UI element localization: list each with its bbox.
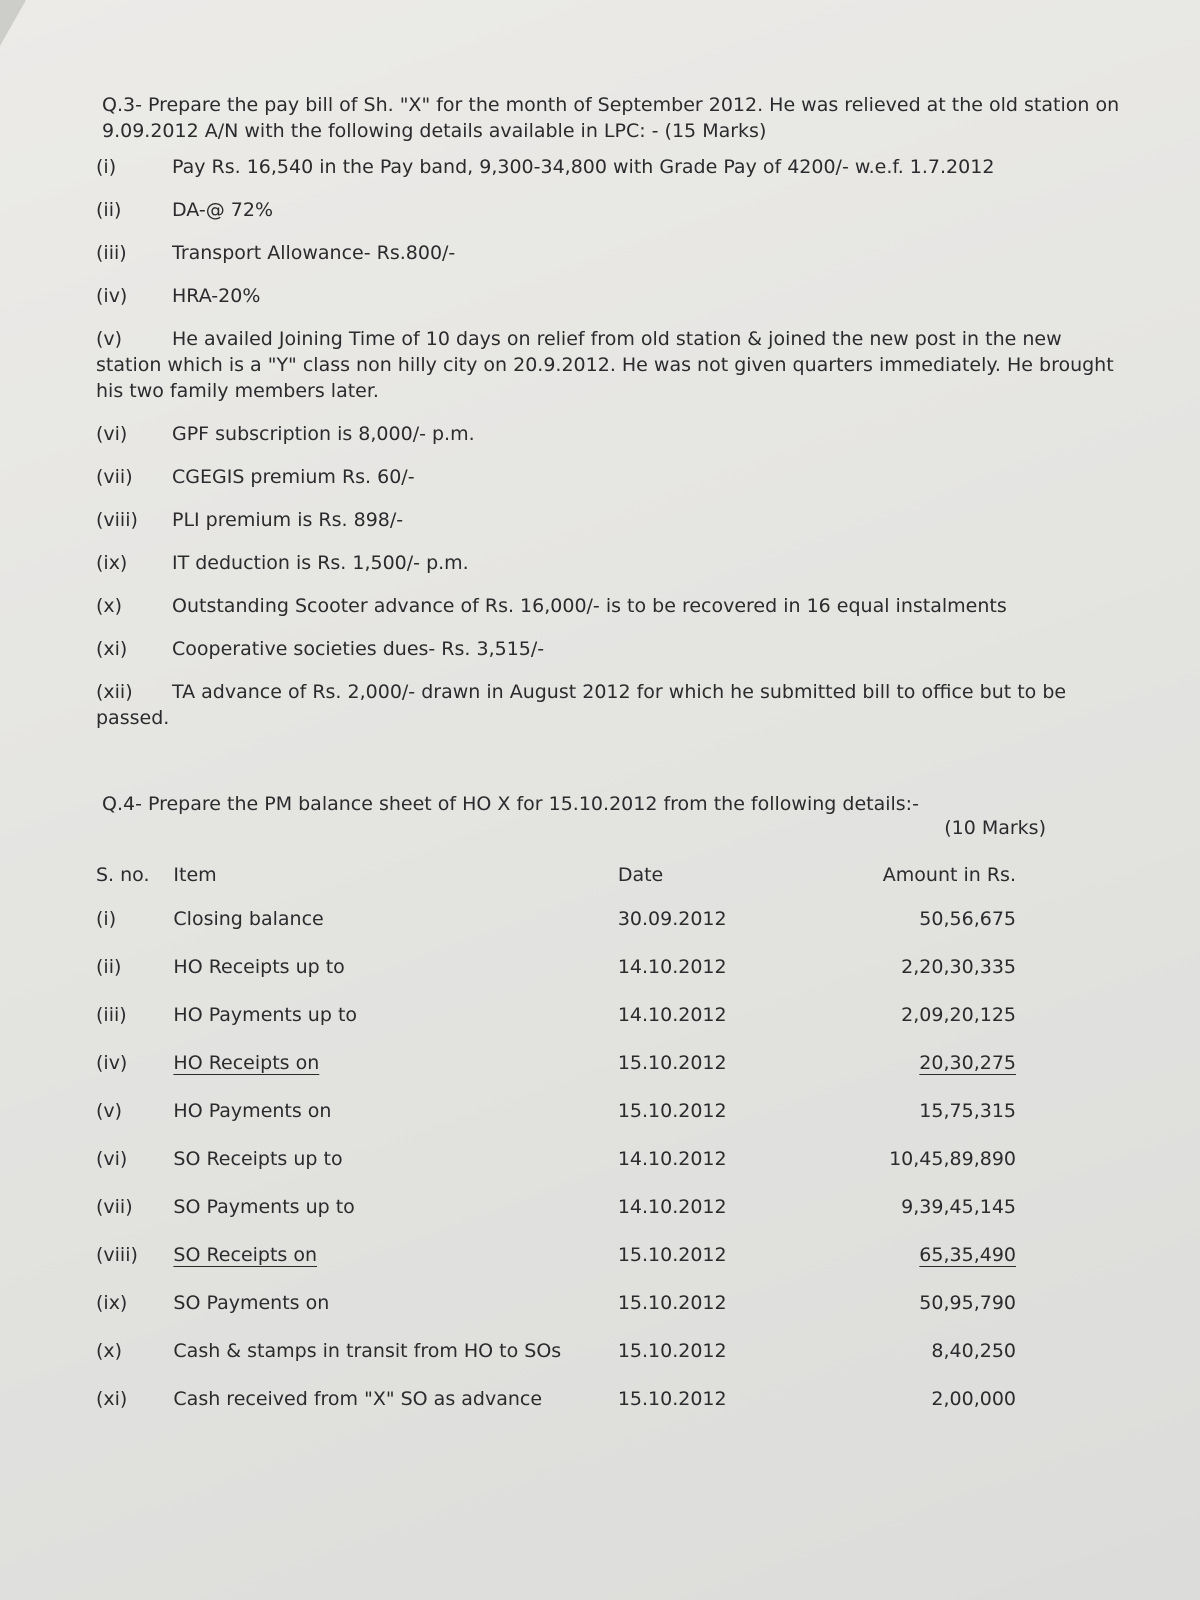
cell-sno: (viii)	[96, 1244, 138, 1266]
cell-sno: (ix)	[96, 1292, 128, 1314]
table-row	[96, 991, 1056, 1039]
item-text: CGEGIS premium Rs. 60/-	[172, 466, 415, 488]
cell-date: 14.10.2012	[617, 1004, 727, 1026]
cell-item: HO Receipts up to	[173, 956, 345, 978]
cell-item: SO Payments up to	[173, 1196, 355, 1218]
item-text: He availed Joining Time of 10 days on relief from old station & joined the new post in the new station which is a "Y" class non hilly city on 20.9.2012. He was not given quarters immediately. He brought his two family members later.	[96, 328, 1114, 402]
cell-sno: (iii)	[96, 1004, 127, 1026]
cell-amount: 20,30,275	[919, 1052, 1016, 1074]
cell-sno: (i)	[96, 908, 117, 930]
item-number: (vii)	[96, 466, 133, 488]
cell-date: 30.09.2012	[617, 908, 727, 930]
cell-item-cell	[173, 1039, 617, 1087]
cell-date: 15.10.2012	[617, 1340, 727, 1362]
table-row	[96, 943, 1056, 991]
table-row	[96, 1135, 1056, 1183]
cell-amount: 9,39,45,145	[901, 1196, 1016, 1218]
question-paper	[96, 92, 1126, 1423]
cell-date: 15.10.2012	[617, 1244, 727, 1266]
cell-item: HO Payments on	[173, 1100, 332, 1122]
cell-item: Cash received from "X" SO as advance	[173, 1388, 543, 1410]
item-text: Transport Allowance- Rs.800/-	[172, 242, 456, 264]
cell-amount: 15,75,315	[919, 1100, 1016, 1122]
table-row	[96, 1087, 1056, 1135]
table-row	[96, 1039, 1056, 1087]
cell-item: Cash & stamps in transit from HO to SOs	[173, 1340, 562, 1362]
cell-item: HO Receipts on	[173, 1052, 320, 1074]
cell-date: 14.10.2012	[617, 1148, 727, 1170]
detail-item	[96, 240, 1126, 266]
balance-sheet-table	[96, 855, 1056, 1423]
column-header-amount: Amount in Rs.	[882, 864, 1016, 886]
cell-amount-cell	[784, 1039, 1056, 1087]
cell-amount: 50,56,675	[919, 908, 1016, 930]
cell-date: 14.10.2012	[617, 1196, 727, 1218]
item-text: Cooperative societies dues- Rs. 3,515/-	[172, 638, 545, 660]
table-row	[96, 1327, 1056, 1375]
cell-amount: 2,00,000	[931, 1388, 1016, 1410]
column-header-date: Date	[617, 864, 664, 886]
item-text: HRA-20%	[172, 285, 261, 307]
item-text: Outstanding Scooter advance of Rs. 16,000/- is to be recovered in 16 equal instalments	[172, 595, 1007, 617]
table-row	[96, 895, 1056, 943]
detail-item	[96, 326, 1126, 404]
column-header-sno: S. no.	[96, 864, 150, 886]
cell-item: SO Payments on	[173, 1292, 330, 1314]
cell-amount: 65,35,490	[919, 1244, 1016, 1266]
cell-sno: (vii)	[96, 1196, 133, 1218]
table-row	[96, 1231, 1056, 1279]
cell-sno: (x)	[96, 1340, 123, 1362]
item-number: (ii)	[96, 199, 122, 221]
item-number: (viii)	[96, 509, 138, 531]
table-row	[96, 1375, 1056, 1423]
item-text: DA-@ 72%	[172, 199, 274, 221]
item-text: PLI premium is Rs. 898/-	[172, 509, 404, 531]
detail-item	[96, 507, 1126, 533]
cell-sno: (iv)	[96, 1052, 128, 1074]
table-row	[96, 1183, 1056, 1231]
table-row	[96, 1279, 1056, 1327]
page-corner-shadow	[0, 0, 26, 46]
cell-date: 15.10.2012	[617, 1052, 727, 1074]
item-number: (xii)	[96, 681, 133, 703]
item-number: (v)	[96, 328, 123, 350]
detail-item	[96, 679, 1126, 731]
cell-item: SO Receipts on	[173, 1244, 318, 1266]
cell-item: SO Receipts up to	[173, 1148, 343, 1170]
item-number: (vi)	[96, 423, 128, 445]
cell-sno: (v)	[96, 1100, 123, 1122]
question-4-heading: Q.4- Prepare the PM balance sheet of HO X for 15.10.2012 from the following details:-	[102, 793, 919, 815]
item-number: (iv)	[96, 285, 128, 307]
table-header-row	[96, 855, 1056, 895]
detail-item	[96, 636, 1126, 662]
cell-sno: (vi)	[96, 1148, 128, 1170]
item-number: (ix)	[96, 552, 128, 574]
cell-item-cell	[173, 1231, 617, 1279]
cell-date: 14.10.2012	[617, 956, 727, 978]
detail-item	[96, 593, 1126, 619]
cell-amount: 50,95,790	[919, 1292, 1016, 1314]
item-number: (x)	[96, 595, 123, 617]
detail-item	[96, 154, 1126, 180]
question-4-marks: (10 Marks)	[944, 817, 1046, 839]
cell-date: 15.10.2012	[617, 1100, 727, 1122]
cell-amount: 8,40,250	[931, 1340, 1016, 1362]
cell-sno: (ii)	[96, 956, 122, 978]
item-text: Pay Rs. 16,540 in the Pay band, 9,300-34,800 with Grade Pay of 4200/- w.e.f. 1.7.2012	[172, 156, 995, 178]
item-number: (xi)	[96, 638, 128, 660]
cell-amount: 10,45,89,890	[889, 1148, 1016, 1170]
item-number: (i)	[96, 156, 117, 178]
question-3	[96, 92, 1126, 731]
cell-date: 15.10.2012	[617, 1388, 727, 1410]
question-3-heading: Q.3- Prepare the pay bill of Sh. "X" for the month of September 2012. He was relieved at the old station on 9.09.2012 A/N with the following details available in LPC: - (15 Marks)	[102, 94, 1120, 142]
cell-item: HO Payments up to	[173, 1004, 358, 1026]
column-header-item: Item	[173, 864, 217, 886]
item-text: IT deduction is Rs. 1,500/- p.m.	[172, 552, 469, 574]
detail-item	[96, 283, 1126, 309]
item-number: (iii)	[96, 242, 127, 264]
detail-item	[96, 197, 1126, 223]
detail-item	[96, 464, 1126, 490]
item-text: GPF subscription is 8,000/- p.m.	[172, 423, 475, 445]
cell-sno: (xi)	[96, 1388, 128, 1410]
cell-amount: 2,09,20,125	[901, 1004, 1016, 1026]
cell-amount: 2,20,30,335	[901, 956, 1016, 978]
cell-amount-cell	[784, 1231, 1056, 1279]
detail-item	[96, 550, 1126, 576]
item-text: TA advance of Rs. 2,000/- drawn in August 2012 for which he submitted bill to office but to be passed.	[96, 681, 1067, 729]
cell-item: Closing balance	[173, 908, 324, 930]
question-4	[96, 791, 1126, 1423]
detail-item	[96, 421, 1126, 447]
cell-date: 15.10.2012	[617, 1292, 727, 1314]
question-3-details	[96, 154, 1126, 731]
